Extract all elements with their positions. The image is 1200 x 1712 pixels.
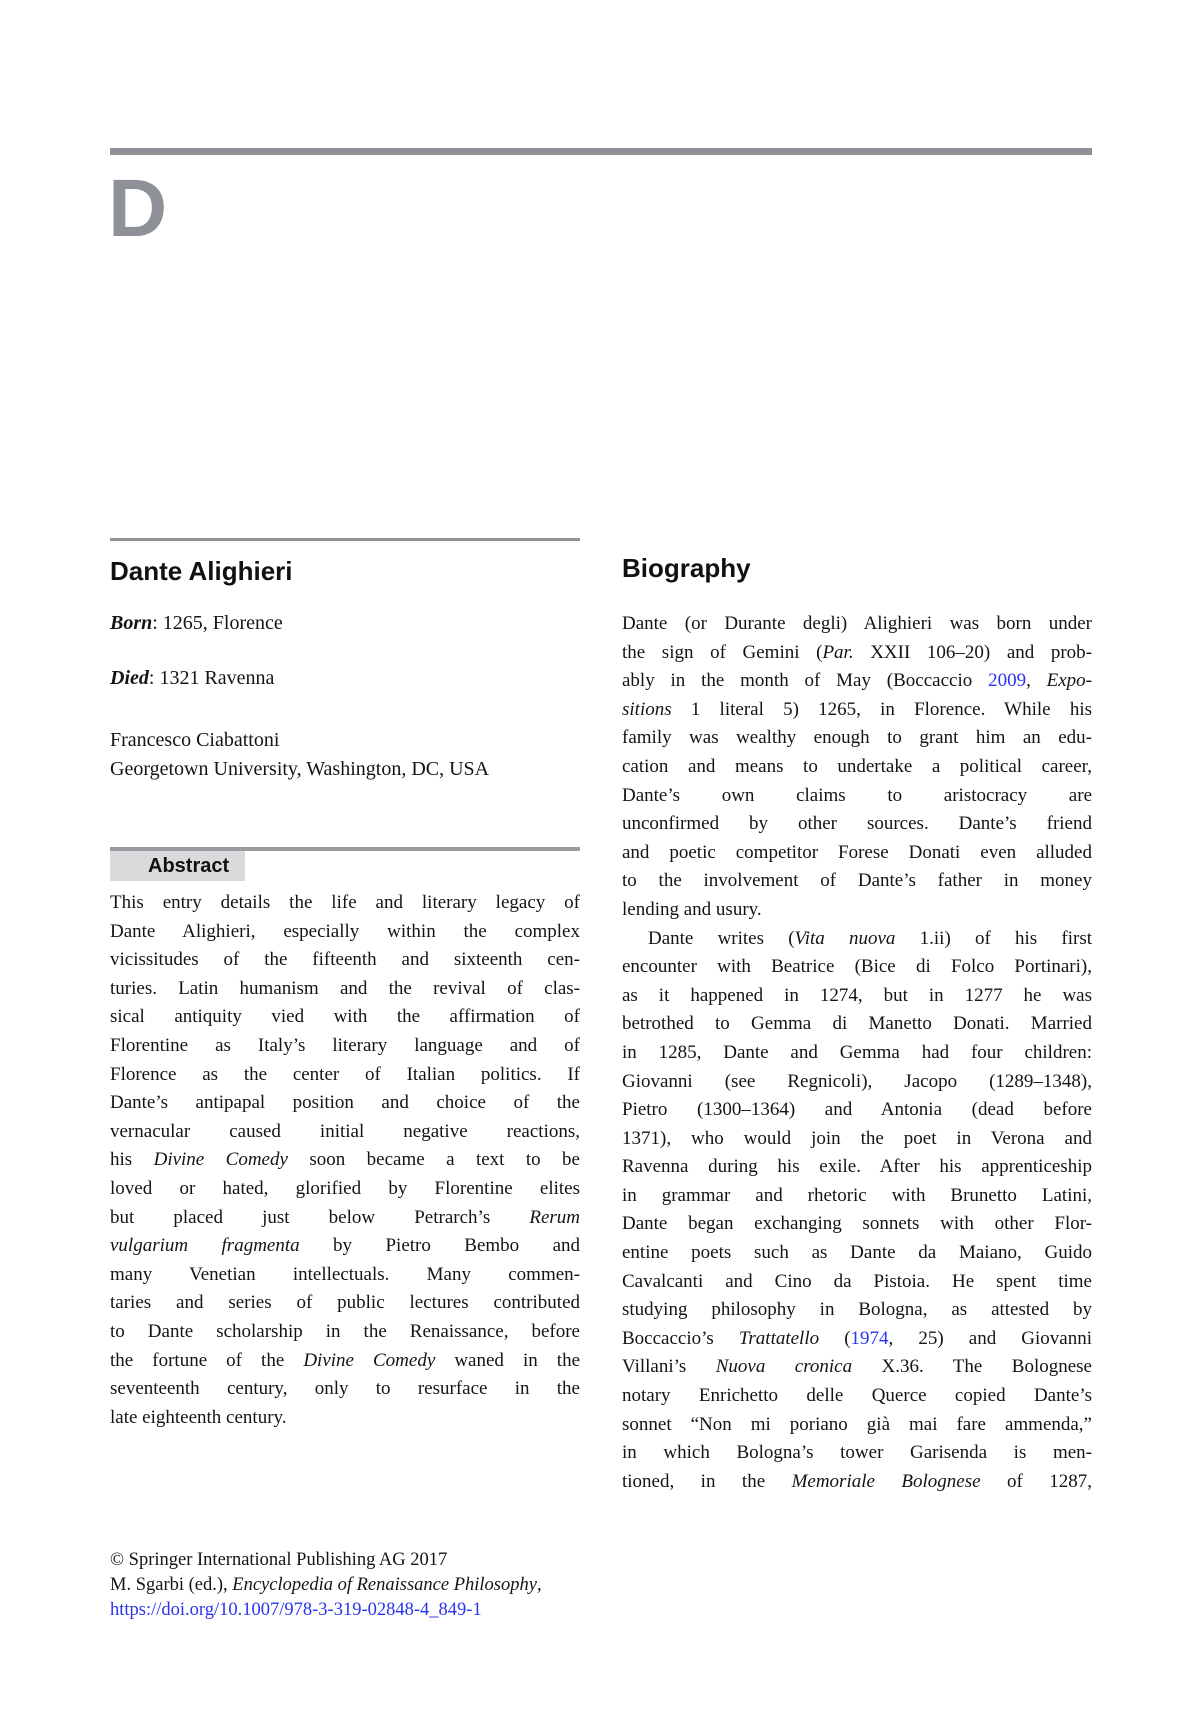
text-run: waned in the [435,1349,581,1371]
text-line [622,982,1092,1011]
text-line [622,724,1092,753]
text-run: , [536,1575,542,1595]
text-run: loved or hated, glorified by Florentine elites [110,1177,580,1199]
text-line [622,810,1092,839]
text-run: late eighteenth century. [110,1406,287,1428]
text-run: XXII 106–20) and prob- [853,641,1093,663]
text-run: Villani’s [622,1356,716,1378]
field-label: Born [110,612,153,634]
text-run: X.36. The Bolognese [852,1356,1092,1378]
italic-text: Divine Comedy [153,1149,288,1171]
text-run: the sign of Gemini ( [622,641,823,663]
text-run: his [110,1149,154,1171]
text-line [110,1404,580,1433]
text-line [110,1118,580,1147]
italic-text: Trattatello [738,1327,820,1349]
text-line [622,753,1092,782]
text-run: : 1265, Florence [152,612,283,634]
text-line [622,925,1092,954]
text-line [622,610,1092,639]
text-line [110,1032,580,1061]
italic-text: Memoriale Bolognese [791,1470,981,1492]
text-run: 1.ii) of his first [895,927,1092,949]
text-run: in 1285, Dante and Gemma had four children: [622,1041,1092,1063]
text-run: entine poets such as Dante da Maiano, Guido [622,1242,1092,1264]
abstract-section [110,847,580,1432]
text-line [110,1146,580,1175]
footer-citation [110,1573,630,1598]
text-run: studying philosophy in Bologna, as attested by [622,1299,1092,1321]
text-line [622,1068,1092,1097]
text-line [622,1382,1092,1411]
text-line [110,946,580,975]
text-line [622,953,1092,982]
text-run: This entry details the life and literary legacy of [110,892,580,913]
text-run: Boccaccio’s [622,1327,739,1349]
section-letter: D [108,163,168,254]
text-line [622,1239,1092,1268]
text-line [110,1261,580,1290]
left-column [110,538,580,1432]
text-line [622,639,1092,668]
text-run: ably in the month of May (Boccaccio [622,670,989,692]
text-run: sical antiquity vied with the affirmation of [110,1006,580,1028]
top-rule [110,148,1092,155]
text-run: of 1287, [980,1470,1093,1492]
text-line [622,1296,1092,1325]
text-line [622,1468,1092,1497]
text-run: and poetic competitor Forese Donati even alluded [622,841,1092,863]
text-line [622,839,1092,868]
italic-text: Rerum [529,1206,580,1228]
text-run: in grammar and rhetoric with Brunetto Latini, [622,1184,1092,1206]
text-line [110,1061,580,1090]
text-line [110,1318,580,1347]
citation-link[interactable]: 1974 [850,1327,889,1349]
right-column [622,538,1092,1496]
text-run: Ravenna during his exile. After his apprenticeship [622,1156,1092,1178]
italic-text: sitions [622,698,672,720]
text-line [622,1210,1092,1239]
text-run: , [1026,670,1047,692]
text-line [622,1182,1092,1211]
text-line [110,1347,580,1376]
footer-copyright: © Springer International Publishing AG 2017 [110,1550,448,1570]
text-line [622,1125,1092,1154]
text-run: M. Sgarbi (ed.), [110,1575,233,1595]
text-run: soon became a text to be [287,1149,580,1171]
text-run: betrothed to Gemma di Manetto Donati. Married [622,1013,1092,1035]
italic-text: Encyclopedia of Renaissance Philosophy [232,1575,537,1595]
text-line [110,1232,580,1261]
text-run: 1371), who would join the poet in Verona and [622,1127,1092,1149]
abstract-text [110,889,580,1432]
text-run: as it happened in 1274, but in 1277 he was [622,984,1092,1006]
text-line [622,1010,1092,1039]
citation-link[interactable]: 2009 [988,670,1027,692]
born-line [110,611,580,635]
italic-text: Vita nuova [794,927,896,949]
biography-heading: Biography [622,553,751,583]
text-line [110,1289,580,1318]
text-line [110,1175,580,1204]
text-run: but placed just below Petrarch’s [110,1206,530,1228]
text-run: to the involvement of Dante’s father in money [622,870,1092,892]
text-run: Dante writes ( [648,927,795,949]
text-run: Dante Alighieri, especially within the complex [110,920,580,942]
text-line [622,667,1092,696]
abstract-heading: Abstract [110,851,245,881]
text-run: turies. Latin humanism and the revival of clas- [110,977,580,999]
text-run: many Venetian intellectuals. Many commen- [110,1263,580,1285]
text-run: Dante (or Durante degli) Alighieri was born under [622,613,1092,634]
author-name: Francesco Ciabattoni [110,729,280,751]
text-run: Florentine as Italy’s literary language and of [110,1034,580,1056]
text-run: Florence as the center of Italian politics. If [110,1063,580,1085]
text-run: ( [819,1327,851,1349]
text-run: to Dante scholarship in the Renaissance, before [110,1320,580,1342]
text-run: vicissitudes of the fifteenth and sixteenth cen- [110,949,580,971]
text-run: encounter with Beatrice (Bice di Folco Portinari), [622,956,1092,978]
field-label: Died [110,667,149,689]
text-line [622,867,1092,896]
text-line [110,975,580,1004]
text-run: sonnet “Non mi poriano già mai fare ammenda,” [622,1413,1092,1435]
text-run: vernacular caused initial negative reactions, [110,1120,580,1142]
text-run: Cavalcanti and Cino da Pistoia. He spent time [622,1270,1092,1292]
text-line [622,1268,1092,1297]
text-line [622,1096,1092,1125]
text-run: by Pietro Bembo and [299,1235,581,1257]
text-line [622,896,1092,925]
text-line [110,918,580,947]
text-run: the fortune of the [110,1349,304,1371]
text-line [622,1411,1092,1440]
text-run: cation and means to undertake a political career, [622,755,1092,777]
text-run: , 25) and Giovanni [888,1327,1092,1349]
text-run: lending and usury. [622,898,762,920]
text-run: seventeenth century, only to resurface in the [110,1378,580,1400]
biography-paragraph [622,925,1092,1497]
page-footer [110,1548,630,1623]
text-run: Pietro (1300–1364) and Antonia (dead before [622,1099,1092,1121]
text-line [622,1439,1092,1468]
author-affiliation: Georgetown University, Washington, DC, USA [110,758,490,780]
entry-title: Dante Alighieri [110,556,293,586]
italic-text: vulgarium fragmenta [110,1235,300,1257]
text-run: unconfirmed by other sources. Dante’s friend [622,813,1092,835]
text-run: notary Enrichetto delle Querce copied Dante’s [622,1385,1092,1407]
text-run: Giovanni (see Regnicoli), Jacopo (1289–1348), [622,1070,1092,1092]
text-run: : 1321 Ravenna [148,667,275,689]
died-line [110,666,580,690]
text-line [622,782,1092,811]
italic-text: Nuova cronica [715,1356,853,1378]
text-run: tioned, in the [622,1470,792,1492]
text-run: in which Bologna’s tower Garisenda is men- [622,1442,1092,1464]
text-run: family was wealthy enough to grant him an edu- [622,727,1092,749]
text-line [110,889,580,918]
italic-text: Par. [822,641,854,663]
text-line [622,696,1092,725]
text-line [622,1325,1092,1354]
text-run: taries and series of public lectures contributed [110,1292,580,1314]
text-line [622,1353,1092,1382]
text-line [622,1039,1092,1068]
title-divider [110,538,580,541]
text-line [110,1089,580,1118]
text-line [110,1375,580,1404]
text-line [110,1003,580,1032]
text-run: Dante began exchanging sonnets with other Flor- [622,1213,1092,1235]
biography-body [622,610,1092,1496]
text-run: Dante’s antipapal position and choice of the [110,1092,580,1114]
text-run: Dante’s own claims to aristocracy are [622,784,1092,806]
biography-paragraph [622,610,1092,925]
text-run: 1 literal 5) 1265, in Florence. While his [671,698,1092,720]
text-line [110,1204,580,1233]
doi-link[interactable]: https://doi.org/10.1007/978-3-319-02848-4_849-1 [110,1600,482,1620]
italic-text: Expo- [1046,670,1093,692]
italic-text: Divine Comedy [303,1349,436,1371]
text-line [622,1153,1092,1182]
